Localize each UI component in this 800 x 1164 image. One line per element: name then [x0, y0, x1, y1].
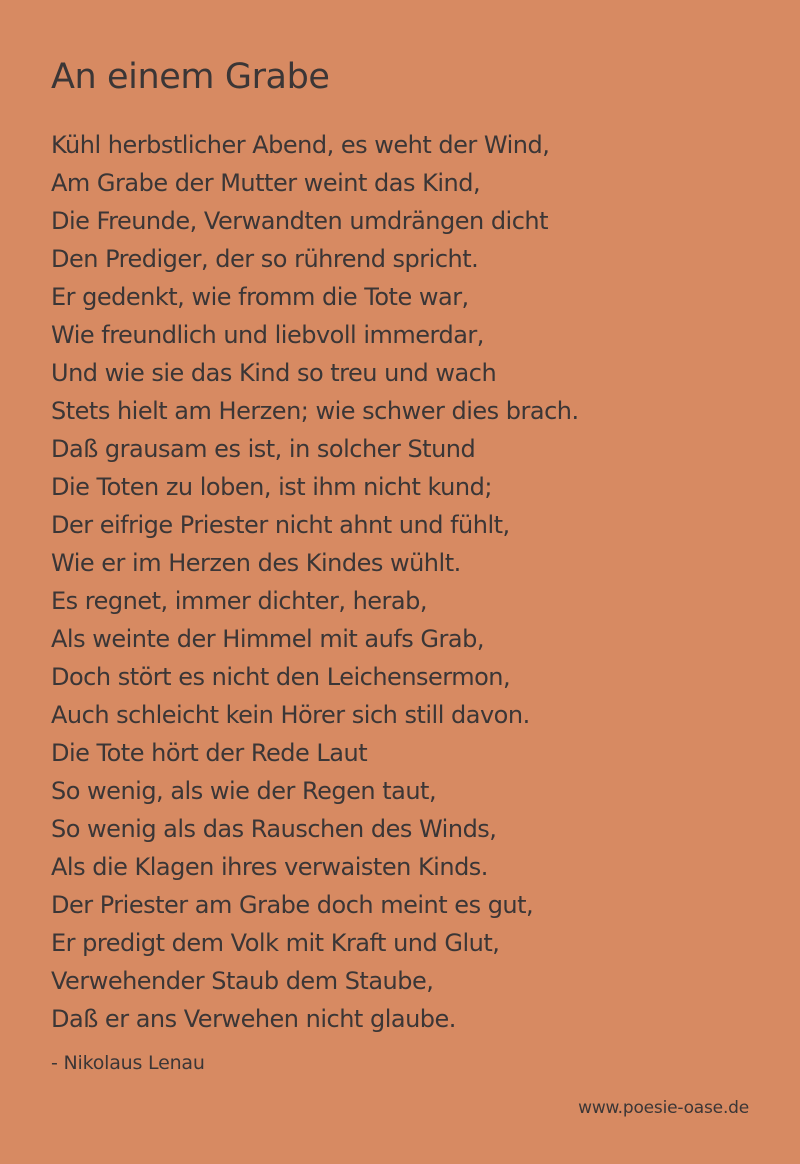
- poem-line: Verwehender Staub dem Staube,: [51, 967, 434, 995]
- poem-title: An einem Grabe: [51, 57, 330, 97]
- poem-line: Den Prediger, der so rührend spricht.: [51, 245, 479, 273]
- poem-line: Stets hielt am Herzen; wie schwer dies brach.: [51, 397, 579, 425]
- poem-line: Daß grausam es ist, in solcher Stund: [51, 435, 476, 463]
- poem-line: Der Priester am Grabe doch meint es gut,: [51, 891, 534, 919]
- poem-line: Am Grabe der Mutter weint das Kind,: [51, 169, 481, 197]
- poem-line: Doch stört es nicht den Leichensermon,: [51, 663, 511, 691]
- poem-line: Als die Klagen ihres verwaisten Kinds.: [51, 853, 488, 881]
- poem-line: Wie er im Herzen des Kindes wühlt.: [51, 549, 461, 577]
- poem-line: Er predigt dem Volk mit Kraft und Glut,: [51, 929, 500, 957]
- poem-line: Die Toten zu loben, ist ihm nicht kund;: [51, 473, 492, 501]
- poem-line: Auch schleicht kein Hörer sich still davon.: [51, 701, 530, 729]
- poem-line: Die Freunde, Verwandten umdrängen dicht: [51, 207, 549, 235]
- poem-line: Die Tote hört der Rede Laut: [51, 739, 368, 767]
- poem-line: Wie freundlich und liebvoll immerdar,: [51, 321, 484, 349]
- website-url: www.poesie-oase.de: [578, 1098, 749, 1118]
- poem-author: - Nikolaus Lenau: [51, 1052, 205, 1074]
- poem-line: Es regnet, immer dichter, herab,: [51, 587, 427, 615]
- poem-line: Kühl herbstlicher Abend, es weht der Wind,: [51, 131, 550, 159]
- poem-text: [51, 126, 771, 1038]
- poem-line: Als weinte der Himmel mit aufs Grab,: [51, 625, 484, 653]
- poem-line: Und wie sie das Kind so treu und wach: [51, 359, 497, 387]
- poem-line: Er gedenkt, wie fromm die Tote war,: [51, 283, 469, 311]
- poem-line: Daß er ans Verwehen nicht glaube.: [51, 1005, 456, 1033]
- poem-line: So wenig als das Rauschen des Winds,: [51, 815, 497, 843]
- poem-line: So wenig, als wie der Regen taut,: [51, 777, 437, 805]
- poem-line: Der eifrige Priester nicht ahnt und fühlt,: [51, 511, 510, 539]
